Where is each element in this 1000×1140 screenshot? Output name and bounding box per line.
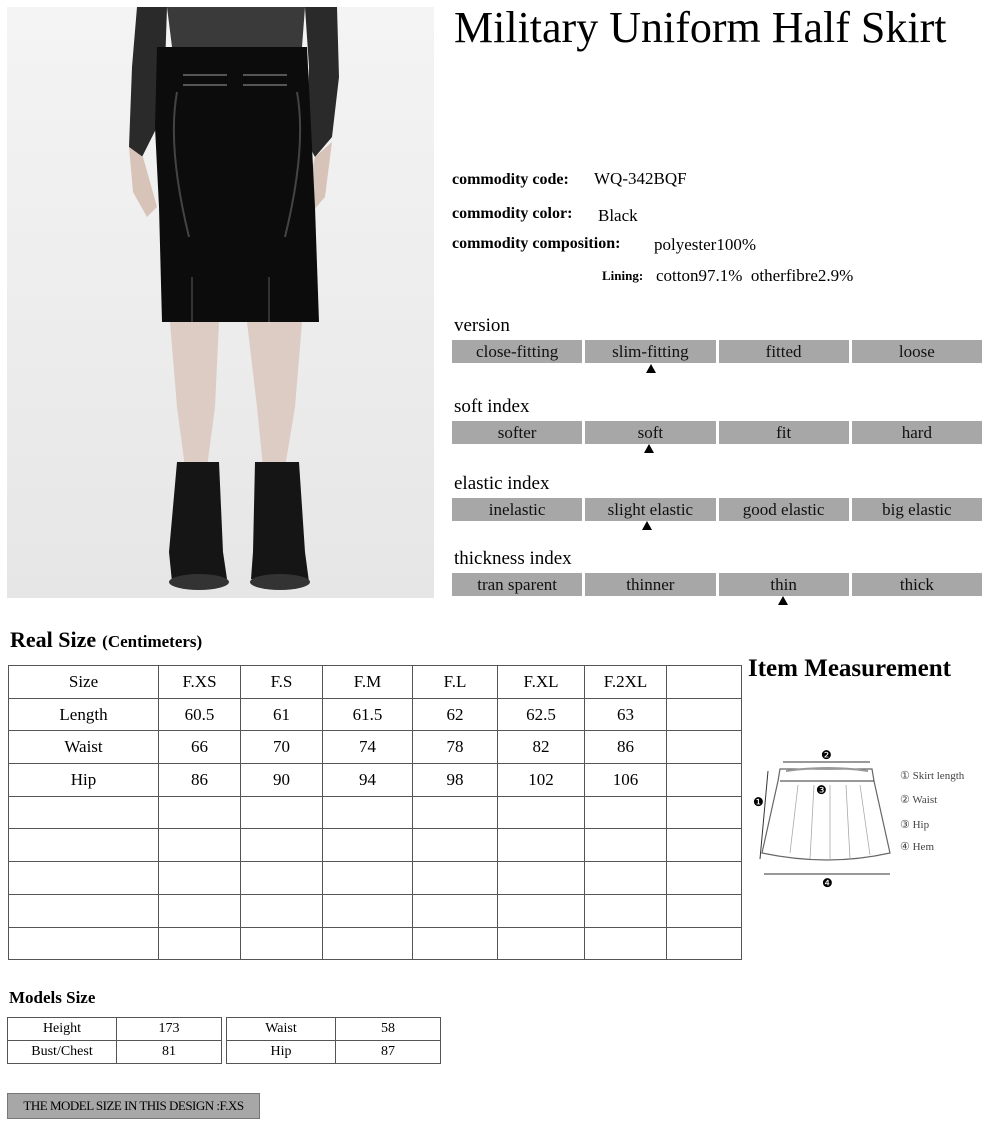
version-scale [452,340,982,363]
table-row [227,1041,441,1064]
model-measure-value: 87 [336,1041,441,1064]
table-cell: 94 [323,764,413,797]
code-value: WQ-342BQF [594,169,687,188]
table-cell [667,927,742,960]
version-indicator-icon [646,364,656,373]
table-cell [159,927,241,960]
table-row [9,731,742,764]
table-row-label: Hip [9,764,159,797]
elastic-indicator-icon [642,521,652,530]
table-row-label [9,862,159,895]
table-cell [667,829,742,862]
real-size-unit: (Centimeters) [102,632,203,651]
table-cell [323,894,413,927]
table-header-cell: F.L [413,666,498,699]
legend-hip: ③ Hip [900,819,930,831]
table-cell [585,927,667,960]
table-cell [413,927,498,960]
legend-skirt-length: ① Skirt length [900,770,965,782]
table-cell [413,862,498,895]
thickness-option: tran sparent [452,573,582,596]
table-cell [498,862,585,895]
table-cell: 66 [159,731,241,764]
thickness-index-scale [452,573,982,596]
table-cell [667,731,742,764]
table-cell [667,796,742,829]
table-cell [498,894,585,927]
table-cell: 98 [413,764,498,797]
table-cell [667,764,742,797]
table-cell [413,796,498,829]
table-cell [241,862,323,895]
table-row [227,1018,441,1041]
table-cell: 102 [498,764,585,797]
models-size-table-left [7,1017,222,1064]
table-row-label [9,894,159,927]
table-cell [585,862,667,895]
table-cell [241,894,323,927]
table-cell: 61 [241,698,323,731]
soft-option: hard [852,421,982,444]
table-cell [159,796,241,829]
elastic-index-scale [452,498,982,521]
table-cell: 63 [585,698,667,731]
soft-indicator-icon [644,444,654,453]
table-row-label [9,796,159,829]
model-measure-value: 58 [336,1018,441,1041]
size-table [8,665,742,960]
table-row [9,796,742,829]
soft-index-scale [452,421,982,444]
table-cell [323,862,413,895]
color-value: Black [598,206,638,225]
table-cell: 106 [585,764,667,797]
composition-value: polyester100% [654,235,756,254]
table-row-label: Waist [9,731,159,764]
real-size-heading [10,627,202,653]
model-measure-value: 81 [117,1041,222,1064]
models-size-title: Models Size [9,988,96,1007]
skirt-measurement-diagram [748,735,988,895]
soft-option: softer [452,421,582,444]
model-measure-value: 173 [117,1018,222,1041]
table-cell [585,829,667,862]
thickness-option: thin [719,573,849,596]
table-cell [667,698,742,731]
model-measure-label: Height [8,1018,117,1041]
table-row [8,1018,222,1041]
table-row [9,829,742,862]
composition-label: commodity composition: [452,235,621,252]
lining-value: cotton97.1% otherfibre2.9% [656,266,854,285]
table-cell [585,796,667,829]
table-cell [323,829,413,862]
table-cell [413,894,498,927]
table-cell: 60.5 [159,698,241,731]
elastic-option: inelastic [452,498,582,521]
table-cell: 86 [585,731,667,764]
item-measurement-title: Item Measurement [748,655,951,682]
table-row [9,698,742,731]
version-label: version [454,315,510,336]
elastic-option: slight elastic [585,498,715,521]
table-cell: 82 [498,731,585,764]
code-label: commodity code: [452,171,569,188]
table-cell [323,796,413,829]
measure-marker-icon: ❹ [822,876,833,890]
models-size-table-right [226,1017,441,1064]
measure-marker-icon: ❷ [821,748,832,762]
measure-marker-icon: ❸ [816,783,827,797]
table-cell [323,927,413,960]
table-cell [241,829,323,862]
table-row [9,927,742,960]
table-header-cell: F.M [323,666,413,699]
table-cell [413,829,498,862]
table-cell: 61.5 [323,698,413,731]
measure-marker-icon: ❶ [753,795,764,809]
soft-option: soft [585,421,715,444]
version-option: fitted [719,340,849,363]
table-cell [498,927,585,960]
version-option: loose [852,340,982,363]
table-row [9,764,742,797]
real-size-title: Real Size [10,627,97,652]
table-row-label: Length [9,698,159,731]
table-cell [159,829,241,862]
table-cell [241,927,323,960]
table-header-row [9,666,742,699]
table-cell [159,894,241,927]
table-cell: 86 [159,764,241,797]
table-cell: 74 [323,731,413,764]
table-cell [667,862,742,895]
version-option: slim-fitting [585,340,715,363]
version-option: close-fitting [452,340,582,363]
thickness-indicator-icon [778,596,788,605]
table-row-label [9,829,159,862]
lining-label: Lining: [602,268,644,283]
table-header-cell [667,666,742,699]
thickness-option: thick [852,573,982,596]
table-cell [585,894,667,927]
model-measure-label: Waist [227,1018,336,1041]
product-photo [7,7,434,598]
table-row [9,894,742,927]
table-cell: 62.5 [498,698,585,731]
table-cell: 78 [413,731,498,764]
table-cell: 62 [413,698,498,731]
table-cell [498,829,585,862]
table-cell [159,862,241,895]
model-size-note: THE MODEL SIZE IN THIS DESIGN :F.XS [7,1093,260,1119]
table-cell: 70 [241,731,323,764]
legend-waist: ② Waist [900,794,938,806]
product-title: Military Uniform Half Skirt [454,3,947,52]
elastic-option: big elastic [852,498,982,521]
table-header-cell: F.XS [159,666,241,699]
color-label: commodity color: [452,205,573,222]
table-row [9,862,742,895]
table-cell [498,796,585,829]
table-header-cell: F.XL [498,666,585,699]
table-row [8,1041,222,1064]
table-row-label [9,927,159,960]
elastic-index-label: elastic index [454,473,550,494]
table-cell [241,796,323,829]
table-cell [667,894,742,927]
thickness-option: thinner [585,573,715,596]
soft-option: fit [719,421,849,444]
legend-hem: ④ Hem [900,841,934,853]
model-measure-label: Hip [227,1041,336,1064]
table-header-cell: Size [9,666,159,699]
table-header-cell: F.2XL [585,666,667,699]
thickness-index-label: thickness index [454,548,572,569]
table-header-cell: F.S [241,666,323,699]
table-cell: 90 [241,764,323,797]
soft-index-label: soft index [454,396,530,417]
model-measure-label: Bust/Chest [8,1041,117,1064]
elastic-option: good elastic [719,498,849,521]
